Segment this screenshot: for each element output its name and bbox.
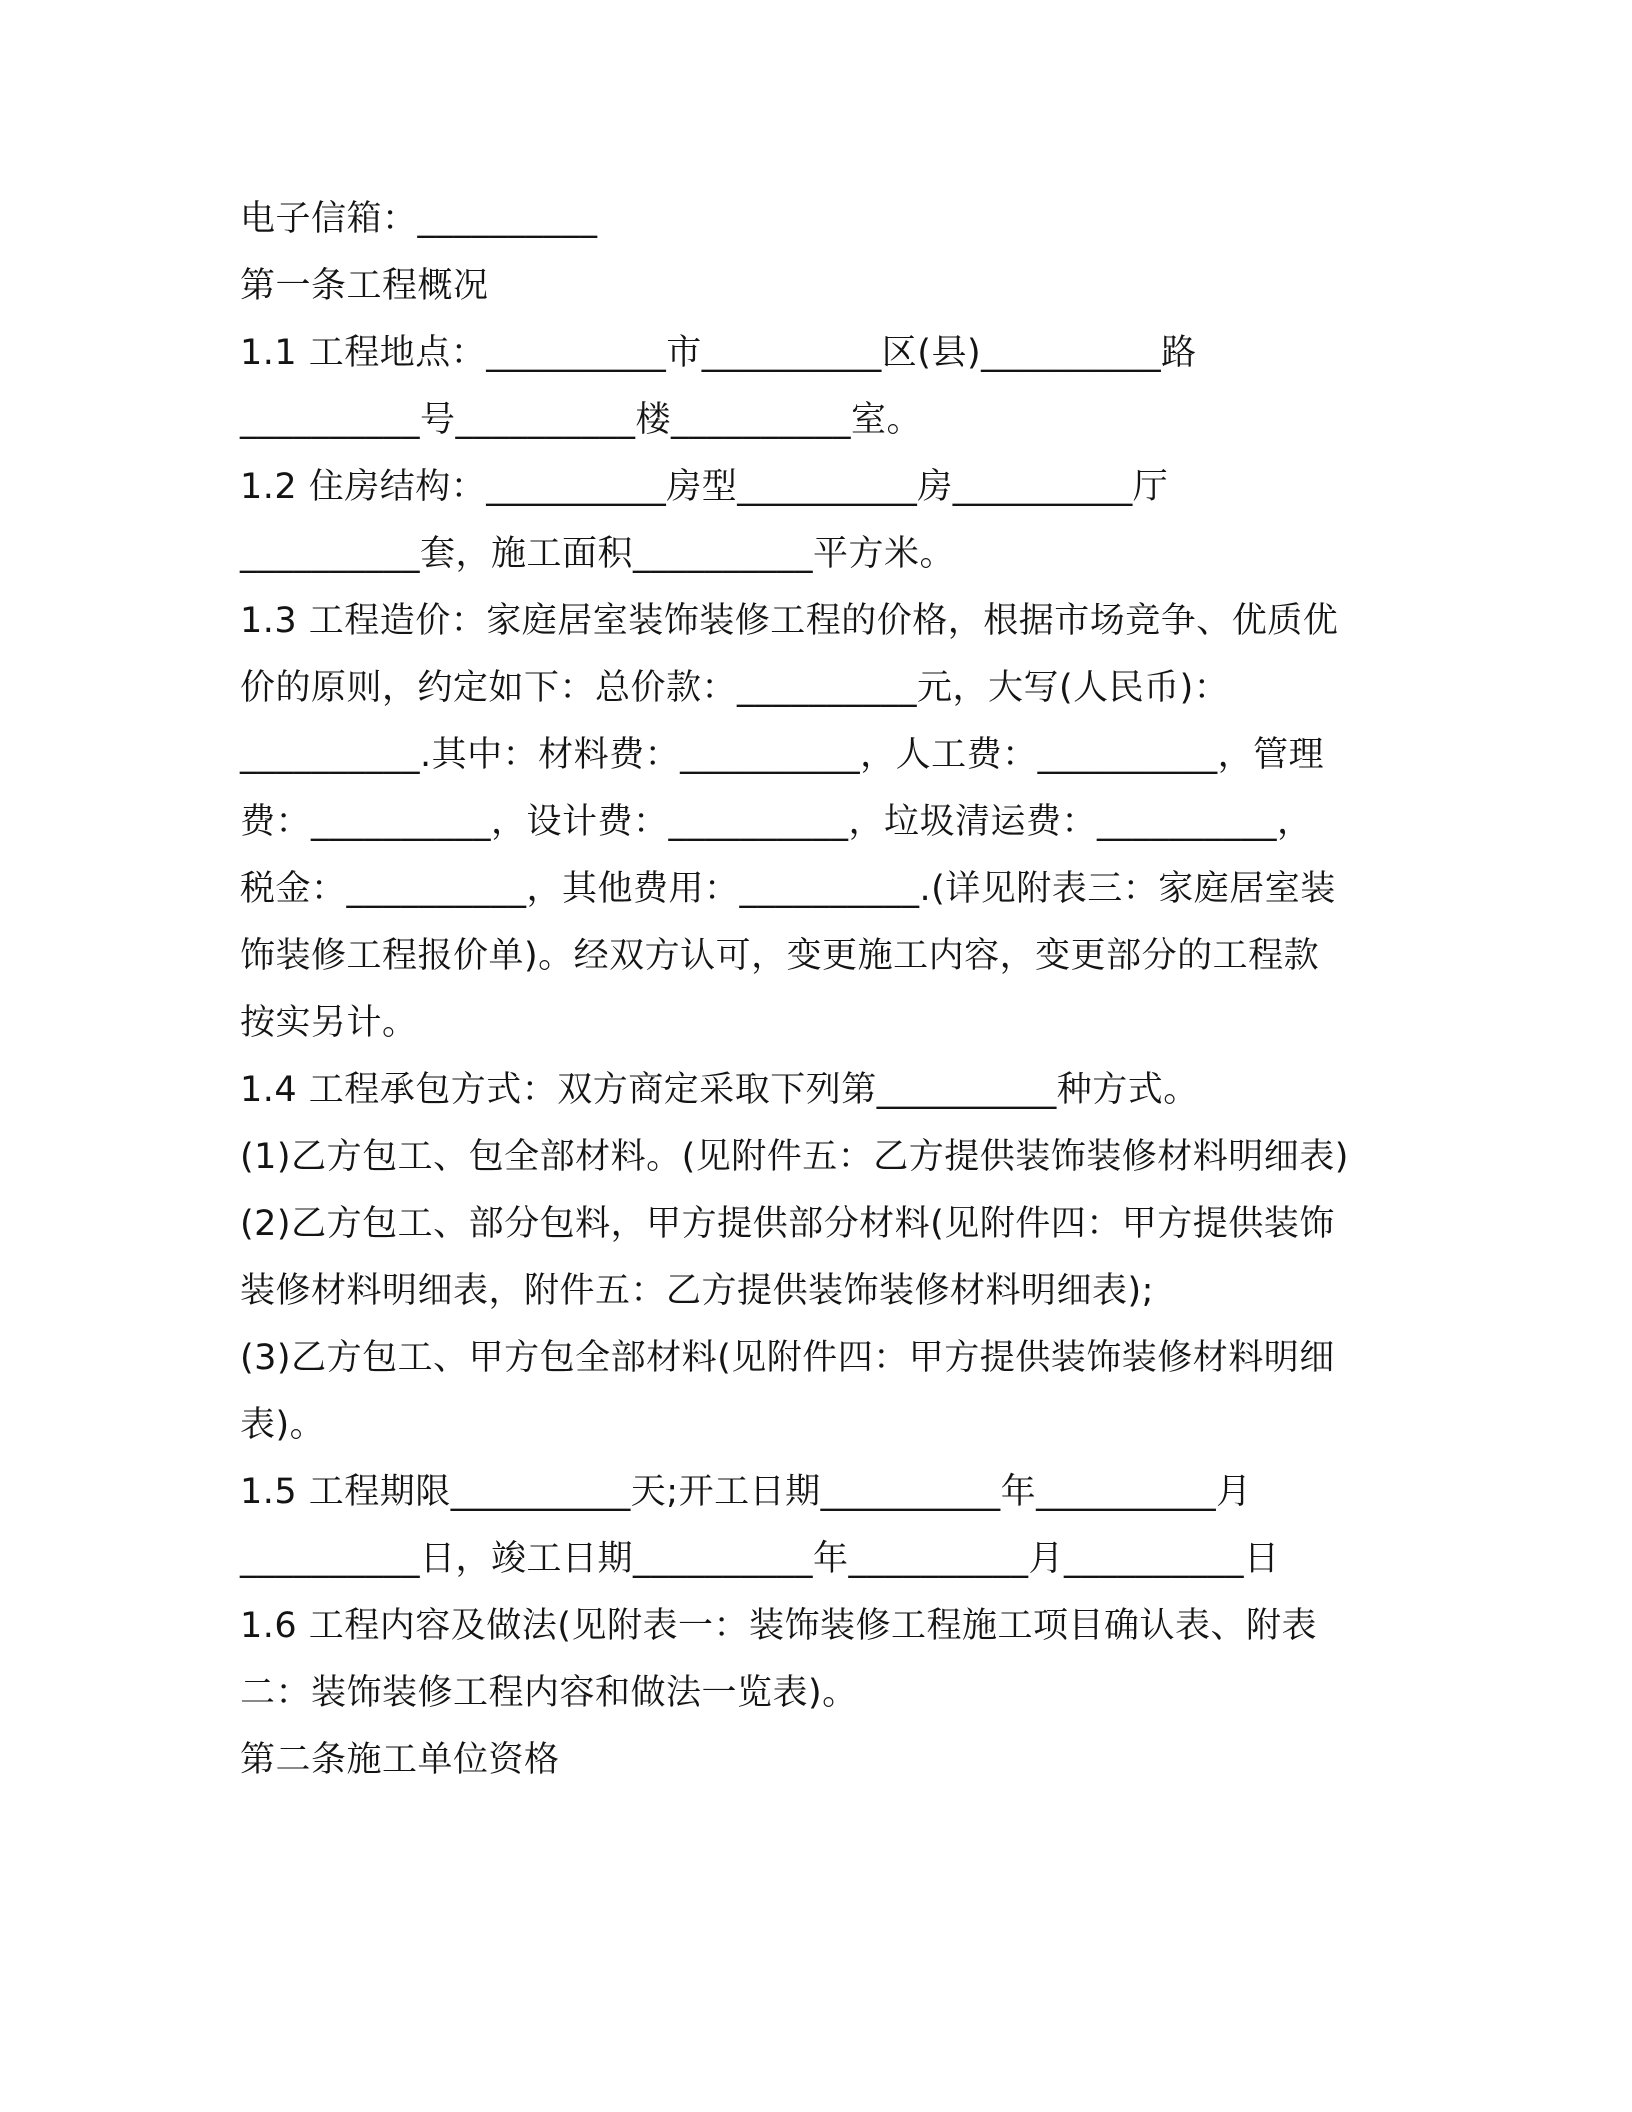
clause-1-3-line-1: 1.3 工程造价：家庭居室装饰装修工程的价格，根据市场竞争、优质优: [240, 601, 1339, 641]
clause-1-1-line-1: 1.1 工程地点：__________市__________区(县)__________路: [240, 333, 1197, 373]
clause-1-3-line-6: 饰装修工程报价单)。经双方认可，变更施工内容，变更部分的工程款: [240, 936, 1320, 976]
clause-1-5-line-1: 1.5 工程期限__________天;开工日期__________年__________月: [240, 1472, 1252, 1512]
clause-1-5-line-2: __________日，竣工日期__________年__________月__________日: [240, 1539, 1280, 1579]
clause-1-3-line-7: 按实另计。: [240, 1003, 418, 1043]
clause-1-2-line-1: 1.2 住房结构：__________房型__________房__________厅: [240, 467, 1169, 507]
clause-1-4-option-1: (1)乙方包工、包全部材料。(见附件五：乙方提供装饰装修材料明细表): [240, 1137, 1349, 1177]
document-body: [240, 186, 1410, 1794]
clause-1-6-line-1: 1.6 工程内容及做法(见附表一：装饰装修工程施工项目确认表、附表: [240, 1606, 1317, 1646]
clause-1-3-line-4: 费：__________，设计费：__________，垃圾清运费：__________，: [240, 802, 1313, 842]
clause-1-2-line-2: __________套，施工面积__________平方米。: [240, 534, 956, 574]
clause-1-6-line-2: 二：装饰装修工程内容和做法一览表)。: [240, 1673, 858, 1713]
clause-1-3-line-3: __________.其中：材料费：__________，人工费：__________，管理: [240, 735, 1325, 775]
clause-1-4-option-2-line-1: (2)乙方包工、部分包料，甲方提供部分材料(见附件四：甲方提供装饰: [240, 1204, 1335, 1244]
section-2-heading: 第二条施工单位资格: [240, 1740, 560, 1780]
clause-1-3-line-5: 税金：__________，其他费用：__________.(详见附表三：家庭居室装: [240, 869, 1336, 909]
section-1-heading: 第一条工程概况: [240, 266, 489, 306]
clause-1-3-line-2: 价的原则，约定如下：总价款：__________元，大写(人民币)：: [240, 668, 1230, 708]
clause-1-4-option-3-line-1: (3)乙方包工、甲方包全部材料(见附件四：甲方提供装饰装修材料明细: [240, 1338, 1335, 1378]
clause-1-4-line-1: 1.4 工程承包方式：双方商定采取下列第__________种方式。: [240, 1070, 1199, 1110]
clause-1-1-line-2: __________号__________楼__________室。: [240, 400, 923, 440]
email-line: 电子信箱：__________: [240, 199, 598, 239]
clause-1-4-option-2-line-2: 装修材料明细表，附件五：乙方提供装饰装修材料明细表);: [240, 1271, 1154, 1311]
clause-1-4-option-3-line-2: 表)。: [240, 1405, 326, 1445]
